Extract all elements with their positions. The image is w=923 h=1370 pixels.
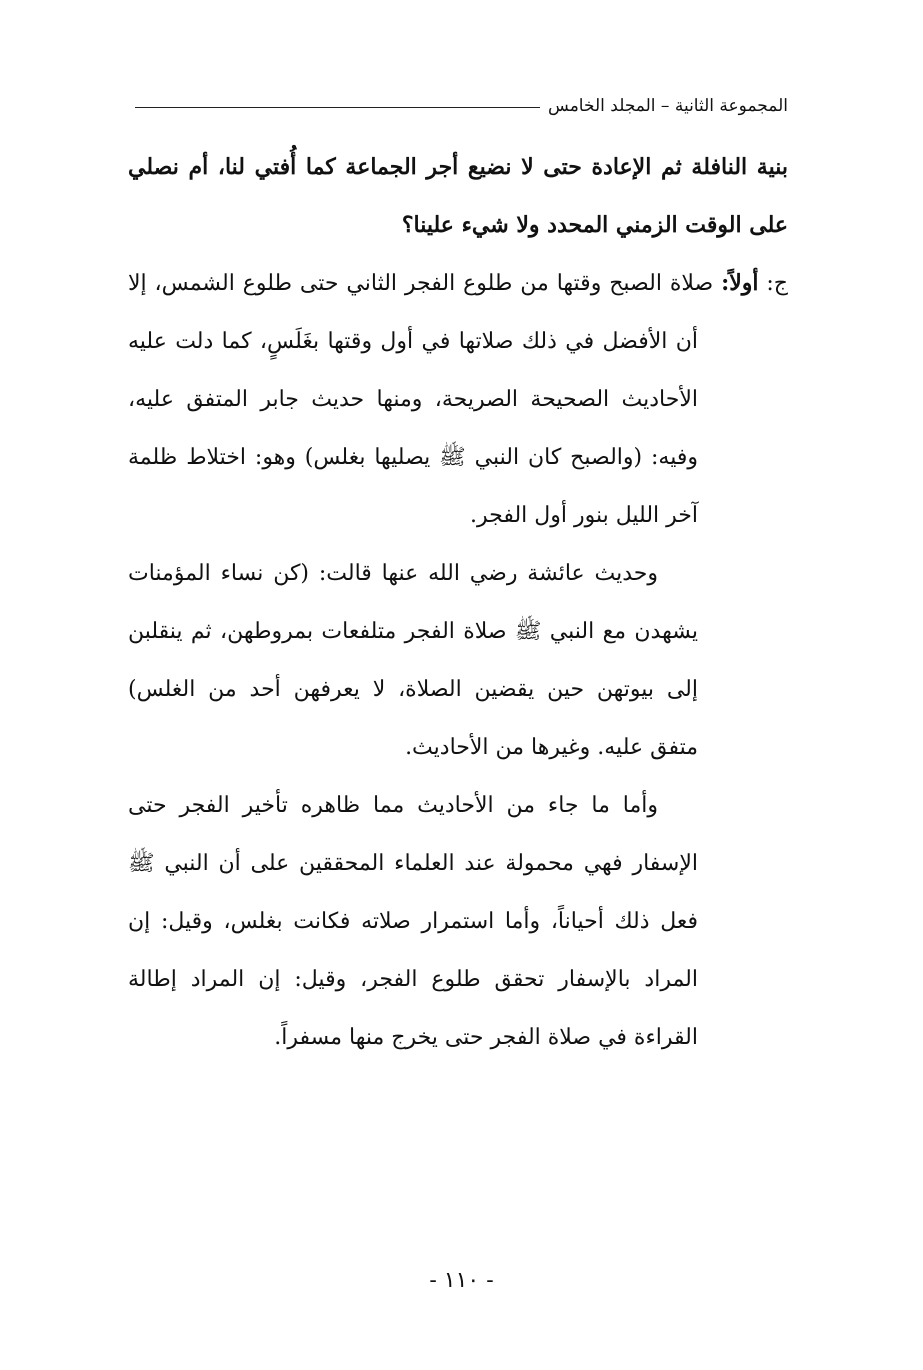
- question-text: بنية النافلة ثم الإعادة حتى لا نضيع أجر الجماعة كما أُفتي لنا، أم نصلي على الوقت الزمني المحدد ولا شيء علينا؟: [128, 154, 788, 238]
- running-title: المجموعة الثانية – المجلد الخامس: [548, 96, 788, 116]
- answer-paragraph-1: [128, 254, 788, 545]
- answer-first-word: أولاً:: [721, 270, 759, 296]
- answer-para1-text: صلاة الصبح وقتها من طلوع الفجر الثاني حتى طلوع الشمس، إلا أن الأفضل في ذلك صلاتها في أول وقتها بغَلَسٍ، كما دلت عليه الأحاديث الصحيحة الصريحة، ومنها حديث جابر المتفق عليه، وفيه: (والصبح كان النبي ﷺ يصليها بغلس) وهو: اختلاط ظلمة آخر الليل بنور أول الفجر.: [128, 271, 714, 528]
- answer-paragraph-3: وأما ما جاء من الأحاديث مما ظاهره تأخير الفجر حتى الإسفار فهي محمولة عند العلماء المحققين على أن النبي ﷺ فعل ذلك أحياناً، وأما استمرار صلاته فكانت بغلس، وقيل: إن المراد بالإسفار تحقق طلوع الفجر، وقيل: إن المراد إطالة القراءة في صلاة الفجر حتى يخرج منها مسفراً.: [128, 793, 698, 1050]
- body-text: [128, 138, 788, 1067]
- answer-prefix: ج:: [766, 271, 789, 296]
- answer-paragraph-2: وحديث عائشة رضي الله عنها قالت: (كن نساء المؤمنات يشهدن مع النبي ﷺ صلاة الفجر متلفعات بمروطهن، ثم ينقلبن إلى بيوتهن حين يقضين الصلاة، لا يعرفهن أحد من الغلس) متفق عليه. وغيرها من الأحاديث.: [128, 561, 698, 760]
- page-number: - ١١٠ -: [429, 1268, 494, 1293]
- running-header: [135, 92, 788, 120]
- header-rule: [135, 107, 540, 108]
